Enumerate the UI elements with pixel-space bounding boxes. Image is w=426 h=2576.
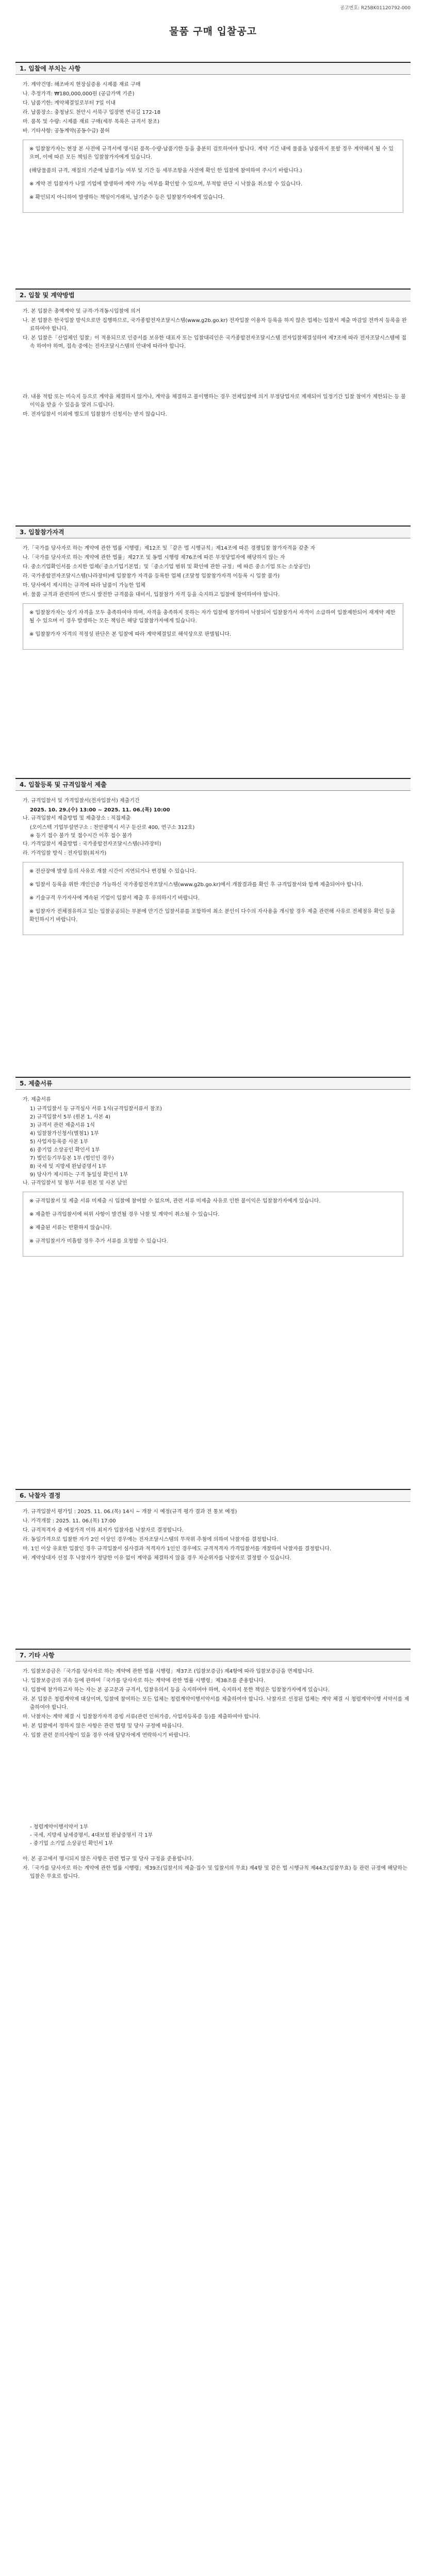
- list-item: 가. 본 입찰은 총액계약 및 규격·가격동시입찰에 의거: [23, 309, 141, 314]
- list-item: 마. 낙찰자는 계약 체결 시 입찰참가자격 증빙 서류(관련 인허가증, 사업자등록증 등)를 제출하여야 합니다.: [23, 1714, 261, 1720]
- notice-text: ※ 전산장애 발생 등의 사유로 개찰 시간이 지연되거나 변경될 수 있습니다.: [29, 869, 196, 874]
- list-item: 라. 동일가격으로 입찰한 자가 2인 이상인 경우에는 전자조달시스템의 무작위 추첨에 의하여 낙찰자를 결정합니다.: [23, 1537, 278, 1543]
- list-item: 가.「국가를 당사자로 하는 계약에 관한 법률 시행령」제12조 및「같은 법 시행규칙」제14조에 따른 경쟁입찰 참가자격을 갖춘 자: [23, 546, 316, 551]
- list-item: 나. 입찰보증금의 귀속 등에 관하여「국가를 당사자로 하는 계약에 관한 법률 시행령」제38조를 준용합니다.: [23, 1678, 266, 1684]
- section-heading: 5. 제출서류: [15, 1077, 411, 1090]
- list-item: 나. 추정가격: ₩180,000,000원 (공급가액 기준): [23, 91, 135, 97]
- section-heading: 6. 낙찰자 결정: [15, 1489, 411, 1502]
- list-item: 사. 입찰 관련 문의사항이 있을 경우 아래 담당자에게 연락하시기 바랍니다.: [23, 1733, 190, 1738]
- notice-text: ※ 기술규격 우가자사에 계속된 기업이 입찰서 제출 후 유의하시기 바랍니다.: [29, 895, 200, 901]
- notice-box: [23, 140, 403, 213]
- list-item: 가. 규격입찰서 및 가격입찰서(전자입찰서) 제출기간: [23, 798, 140, 804]
- notice-box: [23, 862, 403, 935]
- notice-text: ※ 입찰서 등록을 위한 개인인증 가능하신 국가종합전자조달시스템(www.g2b.go.kr)에서 개찰결과를 확인 후 규격입찰서와 함께 제출되어야 합니다.: [29, 882, 364, 888]
- list-item: 1) 규격입찰서 등 규격심사 서류 1식(규격입찰서류서 참조): [30, 1106, 162, 1112]
- list-item: 3) 규격서 관련 제출서류 1식: [30, 1123, 95, 1128]
- section-other: [15, 1649, 411, 1882]
- list-item: - 국세, 지방세 납세증명서, 4대보험 완납증명서 각 1부: [30, 1833, 153, 1838]
- section-heading: 4. 입찰등록 및 규격입찰서 제출: [15, 778, 411, 791]
- list-item: 나. 본 입찰은 한국입찰 방식으로만 집행하므로, 국가종합전자조달시스템(www.g2b.go.kr) 전자입찰 이용자 등록을 하지 않은 업체는 입찰서 제출 마감일 전까지 등록을 완료하여야 합니다.: [23, 318, 407, 332]
- list-item: 다. 입찰에 참가하고자 하는 자는 본 공고문과 규격서, 입찰유의서 등을 숙지하여야 하며, 숙지하지 못한 책임은 입찰참가자에게 있습니다.: [23, 1687, 330, 1693]
- section-qualifications: [15, 526, 411, 654]
- bid-period: 2025. 10. 29.(수) 13:00 ~ 2025. 11. 06.(목) 10:00: [30, 807, 170, 813]
- list-item: 마. 품목 및 수량: 시제품 재료 구매(세부 목록은 규격서 참조): [23, 119, 160, 125]
- notice-text: ※ 입찰참가자는 현장 본 사전에 규격서에 명시된 품목·수량·납품기한 등을 충분히 검토하여야 합니다. 계약 기간 내에 물품을 납품하지 못할 경우 계약해지 될 수 있으며, 이에 따른 모든 책임은 입찰참가자에게 있습니다.: [29, 146, 394, 160]
- list-item: 자.「국가를 당사자로 하는 계약에 관한 법률 시행령」제39조(입찰서의 제출·접수 및 입찰서의 무효) 제4항 및 같은 법 시행규칙 제44조(입찰무효) 등 관련 규정에 해당하는 입찰은 무효로 합니다.: [23, 1866, 407, 1879]
- list-item: 라. 국가종합전자조달시스템(나라장터)에 입찰참가 자격을 등록한 업체 (조달청 입찰참가자격 이등록 시 입찰 불가): [23, 573, 280, 579]
- list-item: 다. 규격적격자 중 예정가격 이하 최저가 입찰자를 낙찰자로 결정합니다.: [23, 1528, 184, 1533]
- list-item: 다. 중소기업확인서를 소지한 업체(「중소기업기본법」및「중소기업 범위 및 확인에 관한 규정」에 따른 중소기업 또는 소상공인): [23, 564, 310, 570]
- list-item: 가. 규격입찰서 평가일 : 2025. 11. 06.(목) 14시 ~ 개찰 시 예정(규격 평가 결과 전 통보 예정): [23, 1509, 237, 1515]
- section-bid-items: [15, 62, 411, 217]
- list-item: 다. 본 입찰은「산업체인 입찰」이 적용되므로 인증서를 보유한 대표자 또는 입찰대리인은 국가종합전자조달시스템 전자입찰체결성하여 제7조에 따라 전자조달시스템에 접속 하여야 하며, 접속 중에는 전자조달시스템의 안내에 따라야 합니다.: [23, 335, 406, 349]
- notice-box: [23, 603, 403, 650]
- notice-text: ※ 입찰참가자 자격의 적정성 판단은 본 입찰에 따라 계약체결일로 해석상으로 판별됩니다.: [29, 632, 232, 637]
- list-item: 7) 법인등기부등본 1부 (법인인 경우): [30, 1156, 114, 1161]
- notice-text: ※ 규격입찰서가 미흡할 경우 추가 서류를 요청할 수 있습니다.: [29, 1239, 168, 1244]
- section-documents: [15, 1077, 411, 1261]
- list-item: 바. 본 입찰에서 정하지 않은 사항은 관련 법령 및 당사 규정에 따릅니다.: [23, 1723, 184, 1729]
- list-item: 9) 당사가 제시하는 구격 동일성 확인서 1부: [30, 1172, 128, 1178]
- list-item: 다. 가격입찰서 제출방법 : 국가종합전자조달시스템(나라장터): [23, 841, 161, 847]
- notice-text: ※ 계약 전 입찰자가 나열 기업에 발생하여 계약 가능 여부를 확인할 수 있으며, 부적합 판단 시 낙찰을 취소할 수 있습니다.: [29, 181, 303, 187]
- notice-text: ※ 입찰자가 전체점유하고 있는 입찰공공되는 부분에 만기간 입찰서류를 포함하여 최소 분인이 다수의 자사용을 개시할 경우 제출 관련해 사유로 전체점유 확인 등을 확인하시기 바랍니다.: [29, 909, 396, 923]
- list-item: 바. 계약상대자 선정 후 낙찰자가 정당한 이유 없이 계약을 체결하지 않을 경우 차순위자를 낙찰자로 결정할 수 있습니다.: [23, 1555, 291, 1561]
- section-heading: 2. 입찰 및 계약방법: [15, 289, 411, 301]
- list-item: 나. 가격개찰 : 2025. 11. 06.(목) 17:00: [23, 1518, 116, 1524]
- notice-box: [23, 1192, 403, 1257]
- list-item: (오이스텍 기업부설연구소 : 천안광역시 서구 둔산로 400, 연구소 312호): [30, 825, 195, 831]
- list-item: 라. 납품장소: 충청남도 천안시 서북구 입장면 연곡길 172-18: [23, 110, 161, 115]
- notice-text: ※ 확인되지 아니하여 발생하는 책임이거래처, 납기준수 등은 입찰참가자에게 있습니다.: [29, 195, 225, 200]
- list-item: 가. 입찰보증금은「국가를 당사자로 하는 계약에 관한 법률 시행령」제37조 (입찰보증금) 제4항에 따라 입찰보증금을 면제합니다.: [23, 1669, 314, 1674]
- section-bid-method: [15, 289, 411, 420]
- list-item: 라. 내용 적합 또는 미숙지 등으로 계약을 체결하지 않거나, 계약을 체결하고 불이행하는 경우 전체입찰에 의거 부정당업자로 제재되어 일정기간 입찰 참여가 제한되는 등 불이익을 받을 수 있음을 알려 드립니다.: [23, 394, 406, 408]
- list-item: 5) 사업자등록증 사본 1부: [30, 1139, 89, 1145]
- list-item: 가. 제출서류: [23, 1097, 51, 1103]
- notice-text: ※ 제출된 서류는 반환하지 않습니다.: [29, 1225, 112, 1231]
- list-item: 아. 본 공고에서 명시되지 않은 사항은 관련 법규 및 당사 규정을 준용합니다.: [23, 1856, 194, 1862]
- list-item: 나. 규격입찰서 제출방법 및 제출장소 : 직접제출: [23, 816, 131, 821]
- list-item: 라. 가격입찰 방식 : 전자입찰(최저가): [23, 851, 107, 856]
- list-item: - 중기업 소기업 소상공인 확인서 1부: [30, 1841, 113, 1846]
- list-item: 바. 기타사항: 공동계약(공동수급) 불허: [23, 128, 110, 134]
- list-item: 라. 본 입찰은 청렴계약제 대상이며, 입찰에 참여하는 모든 업체는 청렴계약이행서약서를 제출하여야 합니다. 낙찰자로 선정된 업체는 계약 체결 시 청렴계약이행 서약서를 제출하여야 합니다.: [23, 1697, 409, 1710]
- notice-text: ※ 규격입찰서 및 제출 서류 미제출 시 입찰에 참여할 수 없으며, 관련 서류 미제출 사유로 인한 불이익은 입찰참가자에게 있습니다.: [29, 1198, 321, 1204]
- list-item: 바. 물품 규격과 관련하여 반드시 발전한 규격품을 대비서, 입찰참가 자격 등을 숙지하고 입찰에 참여하여야 합니다.: [23, 592, 280, 598]
- list-item: 4) 입찰참가신청서(별첨1) 1부: [30, 1131, 99, 1137]
- section-heading: 7. 기타 사항: [15, 1649, 411, 1662]
- list-item: 8) 국세 및 지방세 완납증명서 1부: [30, 1164, 107, 1170]
- section-heading: 3. 입찰참가자격: [15, 526, 411, 538]
- list-item: 마. 당사에서 제시하는 규격에 따라 납품이 가능한 업체: [23, 583, 145, 588]
- section-award: [15, 1489, 411, 1564]
- list-item: ※ 등기 접수 불가 및 접수시간 이후 접수 불가: [30, 833, 133, 839]
- list-item: 다. 납품기한: 계약체결일로부터 7일 이내: [23, 100, 116, 106]
- list-item: 마. 전자입찰서 이외에 별도의 입찰참가 신청서는 받지 않습니다.: [23, 412, 167, 417]
- notice-text: ※ 제출한 규격입찰서에 허위 사항이 발견될 경우 낙찰 및 계약이 취소될 수 있습니다.: [29, 1212, 220, 1217]
- list-item: 마. 1인 이상 유효한 입찰인 경우 규격입찰서 심사결과 적격자가 1인인 경우에도 규격적격자 가격입찰서를 개찰하여 낙찰자를 결정합니다.: [23, 1546, 332, 1552]
- page-title: 물품 구매 입찰공고: [169, 26, 257, 37]
- section-registration: [15, 778, 411, 939]
- list-item: 나. 규격입찰서 및 첨부 서류 원본 및 사본 날인: [23, 1180, 127, 1186]
- notice-text: (해당물품의 규격, 재질의 기준에 납품기능 여부 및 기간 등 세부조항을 사전에 확인 한 입찰에 참여하여 주시기 바랍니다.): [29, 168, 302, 174]
- notice-text: ※ 입찰참가자는 상기 자격을 모두 충족하여야 하며, 자격을 충족하지 못하는 자가 입찰에 참가하여 낙찰되어 입찰참가서 자격이 소급하여 입찰제한되어 재계약 제한될 수 있으며 이 경우 발생하는 모든 책임은 해당 입찰참가자에게 있습니다.: [29, 610, 396, 624]
- list-item: - 청렴계약이행서약서 1부: [30, 1824, 88, 1830]
- list-item: 2) 규격입찰서 5부 (원본 1, 사본 4): [30, 1114, 111, 1120]
- list-item: 6) 중기업 소상공인 확인서 1부: [30, 1147, 100, 1153]
- notice-number: 공고번호: R25BK01120792-000: [340, 6, 411, 11]
- list-item: 나.「국가를 당사자로 하는 계약에 관한 법률」제27조 및 동법 시행령 제76조에 따른 부정당업자에 해당하지 않는 자: [23, 555, 285, 561]
- section-heading: 1. 입찰에 부치는 사항: [15, 62, 411, 75]
- list-item: 가. 계약건명: 해조바지 현장실증용 시제품 재료 구매: [23, 82, 141, 88]
